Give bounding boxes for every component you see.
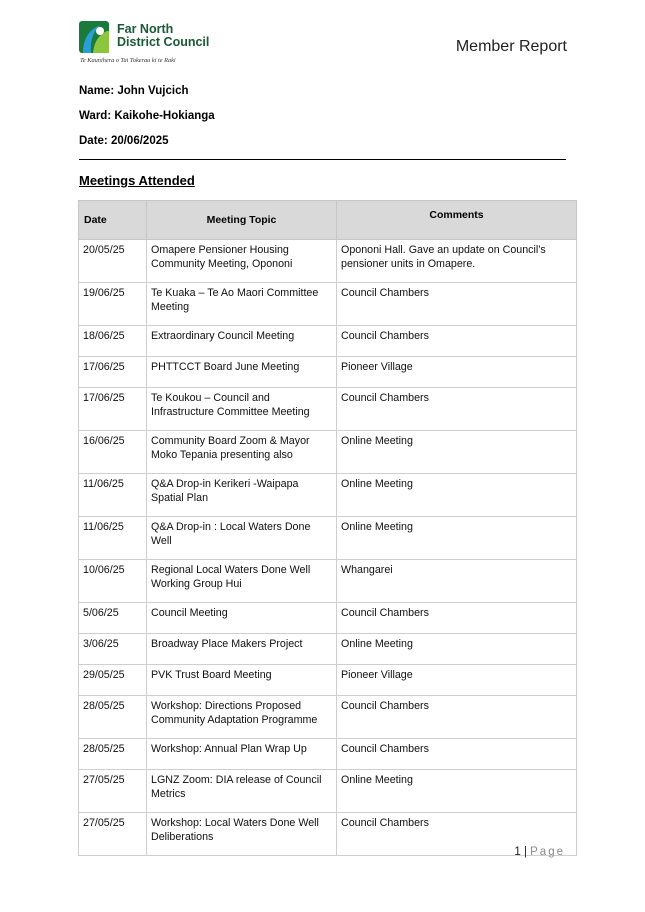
cell-topic: Council Meeting <box>147 603 337 634</box>
cell-comments: Whangarei <box>337 560 577 603</box>
cell-date: 3/06/25 <box>79 634 147 665</box>
cell-topic: PHTTCCT Board June Meeting <box>147 357 337 388</box>
meetings-table <box>78 200 577 856</box>
logo-tagline: Te Kaunihera o Tai Tokerau ki te Raki <box>80 57 176 64</box>
cell-date: 5/06/25 <box>79 603 147 634</box>
table-row <box>79 770 577 813</box>
cell-comments: Online Meeting <box>337 770 577 813</box>
cell-topic: Workshop: Directions Proposed Community Adaptation Programme <box>147 696 337 739</box>
cell-topic: Regional Local Waters Done Well Working Group Hui <box>147 560 337 603</box>
page-number: 1 <box>514 846 521 858</box>
cell-date: 18/06/25 <box>79 326 147 357</box>
cell-comments: Pioneer Village <box>337 665 577 696</box>
report-date: Date: 20/06/2025 <box>79 135 169 147</box>
page-separator: | <box>523 846 527 858</box>
cell-comments: Pioneer Village <box>337 357 577 388</box>
cell-date: 17/06/25 <box>79 388 147 431</box>
cell-date: 16/06/25 <box>79 431 147 474</box>
report-title: Member Report <box>455 38 567 55</box>
cell-date: 20/05/25 <box>79 240 147 283</box>
cell-date: 29/05/25 <box>79 665 147 696</box>
page-label: Page <box>530 846 565 858</box>
cell-date: 27/05/25 <box>79 813 147 856</box>
table-row <box>79 634 577 665</box>
cell-comments: Council Chambers <box>337 696 577 739</box>
column-header-topic: Meeting Topic <box>147 201 337 240</box>
cell-topic: Q&A Drop-in : Local Waters Done Well <box>147 517 337 560</box>
cell-comments: Council Chambers <box>337 739 577 770</box>
table-row <box>79 357 577 388</box>
cell-date: 10/06/25 <box>79 560 147 603</box>
cell-topic: Community Board Zoom & Mayor Moko Tepania presenting also <box>147 431 337 474</box>
page-footer <box>514 846 565 858</box>
table-row <box>79 560 577 603</box>
cell-comments: Council Chambers <box>337 603 577 634</box>
cell-date: 11/06/25 <box>79 474 147 517</box>
cell-date: 17/06/25 <box>79 357 147 388</box>
column-header-date: Date <box>79 201 147 240</box>
table-row <box>79 431 577 474</box>
table-row <box>79 388 577 431</box>
header-divider <box>79 159 566 160</box>
cell-date: 11/06/25 <box>79 517 147 560</box>
member-name: Name: John Vujcich <box>79 85 189 97</box>
council-logo-icon <box>79 19 111 55</box>
cell-topic: Workshop: Local Waters Done Well Deliberations <box>147 813 337 856</box>
member-ward: Ward: Kaikohe-Hokianga <box>79 110 215 122</box>
table-row <box>79 813 577 856</box>
table-row <box>79 326 577 357</box>
cell-date: 19/06/25 <box>79 283 147 326</box>
cell-comments: Council Chambers <box>337 388 577 431</box>
table-row <box>79 474 577 517</box>
org-name-line2: District Council <box>117 35 210 49</box>
cell-topic: Te Kuaka – Te Ao Maori Committee Meeting <box>147 283 337 326</box>
table-header-row <box>79 201 577 240</box>
cell-comments: Online Meeting <box>337 474 577 517</box>
cell-comments: Online Meeting <box>337 634 577 665</box>
table-row <box>79 603 577 634</box>
cell-date: 28/05/25 <box>79 696 147 739</box>
cell-topic: Workshop: Annual Plan Wrap Up <box>147 739 337 770</box>
org-name-line1: Far North <box>117 22 174 36</box>
cell-topic: Broadway Place Makers Project <box>147 634 337 665</box>
table-row <box>79 665 577 696</box>
cell-comments: Online Meeting <box>337 431 577 474</box>
cell-date: 27/05/25 <box>79 770 147 813</box>
cell-comments: Online Meeting <box>337 517 577 560</box>
table-row <box>79 696 577 739</box>
cell-topic: Omapere Pensioner Housing Community Meeting, Opononi <box>147 240 337 283</box>
cell-comments: Council Chambers <box>337 326 577 357</box>
cell-topic: PVK Trust Board Meeting <box>147 665 337 696</box>
table-row <box>79 240 577 283</box>
cell-date: 28/05/25 <box>79 739 147 770</box>
table-row <box>79 283 577 326</box>
cell-comments: Opononi Hall. Gave an update on Council’s pensioner units in Omapere. <box>337 240 577 283</box>
cell-comments: Council Chambers <box>337 283 577 326</box>
council-logo <box>79 19 210 65</box>
cell-topic: LGNZ Zoom: DIA release of Council Metrics <box>147 770 337 813</box>
section-heading: Meetings Attended <box>79 173 195 188</box>
cell-topic: Extraordinary Council Meeting <box>147 326 337 357</box>
table-row <box>79 739 577 770</box>
cell-comments: Council Chambers <box>337 813 577 856</box>
cell-topic: Q&A Drop-in Kerikeri -Waipapa Spatial Plan <box>147 474 337 517</box>
column-header-comments: Comments <box>337 201 577 240</box>
table-row <box>79 517 577 560</box>
cell-topic: Te Koukou – Council and Infrastructure Committee Meeting <box>147 388 337 431</box>
